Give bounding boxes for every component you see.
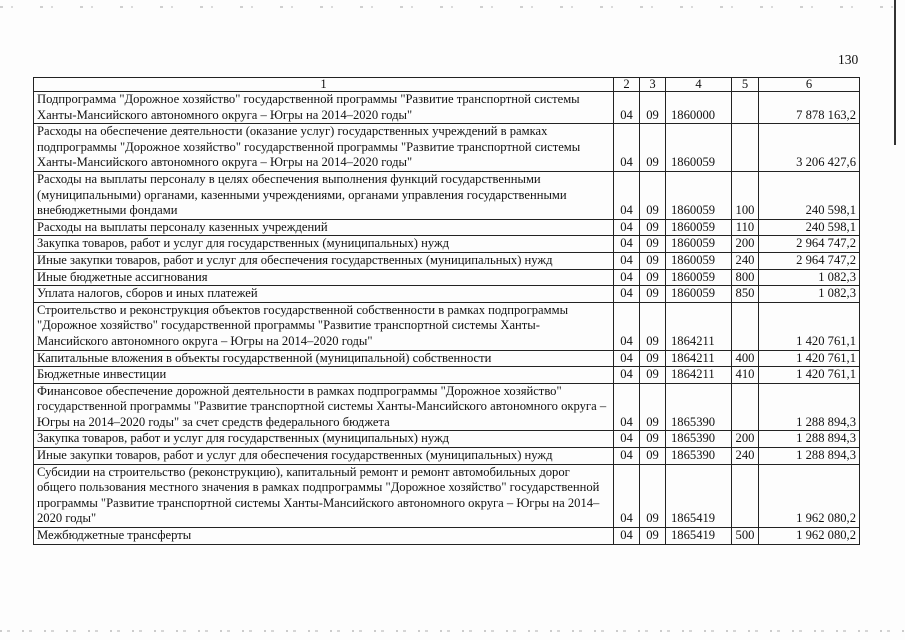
- row-expense-type: 200: [732, 236, 759, 253]
- table-row: [34, 236, 860, 253]
- row-subsection: 09: [640, 431, 666, 448]
- row-subsection: 09: [640, 236, 666, 253]
- row-expense-type: 100: [732, 171, 759, 219]
- row-amount: 1 962 080,2: [759, 528, 860, 545]
- table-row: [34, 448, 860, 465]
- row-expense-type: 850: [732, 286, 759, 303]
- row-target-code: 1860059: [666, 286, 732, 303]
- row-target-code: 1864211: [666, 350, 732, 367]
- column-header: 5: [732, 78, 759, 92]
- row-subsection: 09: [640, 92, 666, 124]
- row-expense-type: 240: [732, 448, 759, 465]
- row-section: 04: [614, 286, 640, 303]
- page-number: 130: [838, 52, 859, 67]
- row-section: 04: [614, 236, 640, 253]
- row-name: Строительство и реконструкция объектов государственной собственности в рамках подпрограммы "Дорожное хозяйство" государственной программы "Развитие транспортной системы Ханты-Мансийского автономного округа – Югры на 2014–2020 годы": [34, 302, 614, 350]
- row-subsection: 09: [640, 269, 666, 286]
- row-subsection: 09: [640, 350, 666, 367]
- row-name: Закупка товаров, работ и услуг для государственных (муниципальных) нужд: [34, 431, 614, 448]
- row-section: 04: [614, 269, 640, 286]
- row-section: 04: [614, 219, 640, 236]
- row-name: Расходы на выплаты персоналу казенных учреждений: [34, 219, 614, 236]
- row-target-code: 1865390: [666, 448, 732, 465]
- row-subsection: 09: [640, 464, 666, 527]
- row-section: 04: [614, 350, 640, 367]
- row-expense-type: 800: [732, 269, 759, 286]
- table-row: [34, 286, 860, 303]
- row-amount: 7 878 163,2: [759, 92, 860, 124]
- row-section: 04: [614, 431, 640, 448]
- row-subsection: 09: [640, 124, 666, 172]
- row-expense-type: 110: [732, 219, 759, 236]
- table-row: [34, 528, 860, 545]
- row-amount: 1 962 080,2: [759, 464, 860, 527]
- row-target-code: 1860059: [666, 236, 732, 253]
- row-target-code: 1864211: [666, 302, 732, 350]
- row-subsection: 09: [640, 171, 666, 219]
- row-name: Субсидии на строительство (реконструкцию), капитальный ремонт и ремонт автомобильных дорог общего пользования местного значения в рамках подпрограммы "Дорожное хозяйство" государственной программы "Развитие транспортной системы Ханты-Мансийского автономного округа – Югры на 2014–2020 годы": [34, 464, 614, 527]
- row-expense-type: 400: [732, 350, 759, 367]
- column-header: 3: [640, 78, 666, 92]
- row-amount: 240 598,1: [759, 171, 860, 219]
- row-amount: 1 288 894,3: [759, 448, 860, 465]
- row-expense-type: 240: [732, 252, 759, 269]
- row-section: 04: [614, 124, 640, 172]
- row-expense-type: [732, 302, 759, 350]
- row-amount: 2 964 747,2: [759, 252, 860, 269]
- page-edge-line: [894, 0, 896, 145]
- row-section: 04: [614, 448, 640, 465]
- row-target-code: 1860059: [666, 252, 732, 269]
- row-target-code: 1860059: [666, 269, 732, 286]
- row-name: Межбюджетные трансферты: [34, 528, 614, 545]
- row-expense-type: 410: [732, 367, 759, 384]
- row-amount: 1 420 761,1: [759, 350, 860, 367]
- row-amount: 1 082,3: [759, 286, 860, 303]
- scan-artifact-top: [0, 6, 905, 8]
- row-section: 04: [614, 464, 640, 527]
- row-name: Иные бюджетные ассигнования: [34, 269, 614, 286]
- row-subsection: 09: [640, 252, 666, 269]
- table-row: [34, 252, 860, 269]
- row-target-code: 1865419: [666, 464, 732, 527]
- table-row: [34, 124, 860, 172]
- row-name: Иные закупки товаров, работ и услуг для обеспечения государственных (муниципальных) нужд: [34, 448, 614, 465]
- table-row: [34, 171, 860, 219]
- row-section: 04: [614, 528, 640, 545]
- row-expense-type: 500: [732, 528, 759, 545]
- row-target-code: 1860059: [666, 219, 732, 236]
- column-header: 1: [34, 78, 614, 92]
- row-name: Бюджетные инвестиции: [34, 367, 614, 384]
- table-row: [34, 269, 860, 286]
- row-subsection: 09: [640, 448, 666, 465]
- row-target-code: 1864211: [666, 367, 732, 384]
- row-amount: 1 288 894,3: [759, 383, 860, 431]
- row-name: Иные закупки товаров, работ и услуг для обеспечения государственных (муниципальных) нужд: [34, 252, 614, 269]
- row-target-code: 1860059: [666, 124, 732, 172]
- row-expense-type: [732, 92, 759, 124]
- row-section: 04: [614, 252, 640, 269]
- table-row: [34, 350, 860, 367]
- row-section: 04: [614, 367, 640, 384]
- row-section: 04: [614, 171, 640, 219]
- row-subsection: 09: [640, 219, 666, 236]
- table-row: [34, 92, 860, 124]
- row-expense-type: [732, 383, 759, 431]
- row-amount: 3 206 427,6: [759, 124, 860, 172]
- row-subsection: 09: [640, 302, 666, 350]
- table-row: [34, 367, 860, 384]
- table-row: [34, 219, 860, 236]
- row-amount: 1 082,3: [759, 269, 860, 286]
- column-header: 6: [759, 78, 860, 92]
- row-name: Закупка товаров, работ и услуг для государственных (муниципальных) нужд: [34, 236, 614, 253]
- table-header-row: [34, 78, 860, 92]
- row-name: Уплата налогов, сборов и иных платежей: [34, 286, 614, 303]
- row-expense-type: 200: [732, 431, 759, 448]
- table-row: [34, 431, 860, 448]
- row-target-code: 1860000: [666, 92, 732, 124]
- row-name: Подпрограмма "Дорожное хозяйство" государственной программы "Развитие транспортной системы Ханты-Мансийского автономного округа – Югры на 2014–2020 годы": [34, 92, 614, 124]
- row-amount: 240 598,1: [759, 219, 860, 236]
- row-amount: 2 964 747,2: [759, 236, 860, 253]
- budget-table: [33, 77, 860, 545]
- row-name: Расходы на обеспечение деятельности (оказание услуг) государственных учреждений в рамках подпрограммы "Дорожное хозяйство" государственной программы "Развитие транспортной системы Ханты-Мансийского автономного округа – Югры на 2014–2020 годы": [34, 124, 614, 172]
- row-target-code: 1865419: [666, 528, 732, 545]
- row-amount: 1 420 761,1: [759, 367, 860, 384]
- row-name: Капитальные вложения в объекты государственной (муниципальной) собственности: [34, 350, 614, 367]
- row-amount: 1 288 894,3: [759, 431, 860, 448]
- row-name: Расходы на выплаты персоналу в целях обеспечения выполнения функций государственными (муниципальными) органами, казенными учреждениями, органами управления государственными внебюджетными фондами: [34, 171, 614, 219]
- row-name: Финансовое обеспечение дорожной деятельности в рамках подпрограммы "Дорожное хозяйство" государственной программы "Развитие транспортной системы Ханты-Мансийского автономного округа – Югры на 2014–2020 годы" за счет средств федерального бюджета: [34, 383, 614, 431]
- table-row: [34, 302, 860, 350]
- row-subsection: 09: [640, 367, 666, 384]
- row-expense-type: [732, 124, 759, 172]
- row-subsection: 09: [640, 286, 666, 303]
- scan-artifact-bottom: [0, 630, 905, 632]
- table-row: [34, 464, 860, 527]
- row-section: 04: [614, 383, 640, 431]
- row-amount: 1 420 761,1: [759, 302, 860, 350]
- row-expense-type: [732, 464, 759, 527]
- row-section: 04: [614, 302, 640, 350]
- row-target-code: 1865390: [666, 431, 732, 448]
- row-target-code: 1865390: [666, 383, 732, 431]
- column-header: 4: [666, 78, 732, 92]
- row-subsection: 09: [640, 383, 666, 431]
- column-header: 2: [614, 78, 640, 92]
- row-subsection: 09: [640, 528, 666, 545]
- table-row: [34, 383, 860, 431]
- row-section: 04: [614, 92, 640, 124]
- row-target-code: 1860059: [666, 171, 732, 219]
